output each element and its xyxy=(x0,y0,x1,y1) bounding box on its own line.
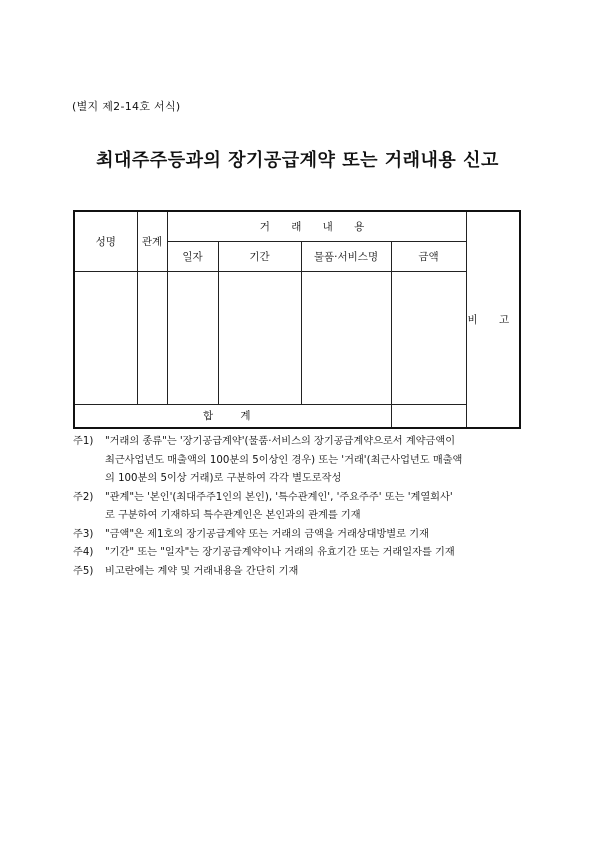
footnote-1 xyxy=(73,433,523,489)
footnote-4 xyxy=(73,544,523,563)
total-label: 합 계 xyxy=(202,410,263,423)
entry-row xyxy=(74,271,520,404)
footnote-3 xyxy=(73,526,523,545)
header-period-label: 기간 xyxy=(249,250,270,263)
header-period xyxy=(218,241,301,271)
header-date xyxy=(167,241,218,271)
header-date-label: 일자 xyxy=(182,250,203,263)
total-amount-cell[interactable] xyxy=(391,404,466,428)
footnote-5-mark: 주5) xyxy=(73,565,94,577)
header-amount-label: 금액 xyxy=(418,250,439,263)
form-number: (별지 제2-14호 서식) xyxy=(72,100,181,113)
entry-goods-services-cell[interactable] xyxy=(301,271,391,404)
entry-period-cell[interactable] xyxy=(218,271,301,404)
header-goods-services-label: 물품·서비스명 xyxy=(313,250,379,263)
remarks-column[interactable] xyxy=(466,211,520,428)
footnote-4-line-1: "기간" 또는 "일자"는 장기공급계약이나 거래의 유효기간 또는 거래일자를 기재 xyxy=(105,547,455,558)
total-label-cell xyxy=(74,404,391,428)
header-name xyxy=(74,211,137,271)
header-name-label: 성명 xyxy=(95,235,116,248)
entry-date-cell[interactable] xyxy=(167,271,218,404)
footnote-3-line-1: "금액"은 제1호의 장기공급계약 또는 거래의 금액을 거래상대방별로 기재 xyxy=(105,528,429,540)
header-remarks-label: 비 고 xyxy=(467,314,519,326)
header-relation-label: 관계 xyxy=(141,235,163,248)
footnote-2-mark: 주2) xyxy=(73,491,94,503)
document-title: 최대주주등과의 장기공급계약 또는 거래내용 신고 xyxy=(96,150,499,171)
footnote-2 xyxy=(73,489,523,526)
footnote-5 xyxy=(73,563,523,582)
footnote-4-mark: 주4) xyxy=(73,547,94,558)
footnote-3-mark: 주3) xyxy=(73,528,94,540)
entry-name-cell[interactable] xyxy=(74,271,137,404)
footnote-1-line-3: 의 100분의 5이상 거래)로 구분하여 각각 별도로작성 xyxy=(105,473,342,484)
entry-amount-cell[interactable] xyxy=(391,271,466,404)
total-row xyxy=(74,404,520,428)
header-row-1 xyxy=(74,211,520,241)
header-transaction-details-label: 거 래 내 용 xyxy=(259,220,374,233)
transaction-report-table xyxy=(73,210,521,429)
header-amount xyxy=(391,241,466,271)
header-goods-services xyxy=(301,241,391,271)
header-transaction-details xyxy=(167,211,466,241)
footnotes xyxy=(73,433,523,581)
footnote-5-line-1: 비고란에는 계약 및 거래내용을 간단히 기재 xyxy=(105,565,299,577)
entry-relation-cell[interactable] xyxy=(137,271,167,404)
footnote-1-mark: 주1) xyxy=(73,436,94,447)
footnote-2-line-1: "관계"는 '본인'(최대주주1인의 본인), '특수관계인', '주요주주' 또는 '계열회사' xyxy=(105,491,453,503)
footnote-1-line-2: 최근사업년도 매출액의 100분의 5이상인 경우) 또는 '거래'(최근사업년도 매출액 xyxy=(105,454,463,466)
footnote-1-line-1: "거래의 종류"는 '장기공급계약'(물품·서비스의 장기공급계약으로서 계약금액이 xyxy=(105,436,456,447)
footnote-2-line-2: 로 구분하여 기재하되 특수관계인은 본인과의 관계를 기재 xyxy=(105,510,361,521)
header-relation xyxy=(137,211,167,271)
